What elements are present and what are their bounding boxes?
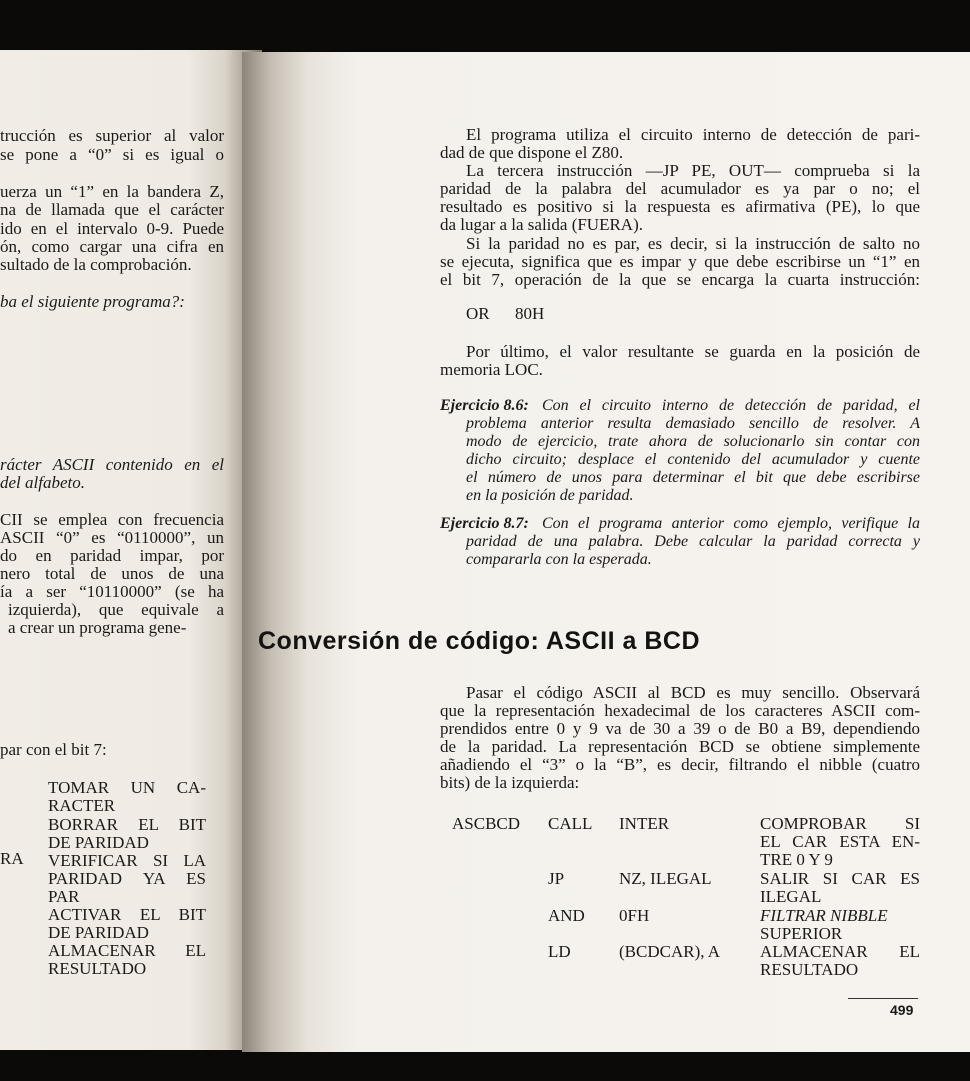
program-comment: RESULTADO bbox=[48, 959, 147, 978]
left-text-line: nero total de unos de una bbox=[0, 564, 224, 583]
code-op: LD bbox=[548, 942, 571, 961]
code-comment: ILEGAL bbox=[760, 887, 822, 906]
code-arg: 0FH bbox=[619, 906, 650, 925]
left-text-line: se pone a “0” si es igual o bbox=[0, 145, 224, 164]
left-text-line: a crear un programa gene- bbox=[8, 618, 187, 637]
code-comment: ALMACENAR EL bbox=[760, 942, 920, 961]
body-text-line: memoria LOC. bbox=[440, 360, 543, 379]
program-comment: DE PARIDAD bbox=[48, 923, 149, 942]
exercise-text-line: paridad de una palabra. Debe calcular la paridad correcta y bbox=[466, 533, 920, 550]
exercise-text-line: el número de unos para determinar el bit que debe escribirse bbox=[466, 469, 920, 486]
code-arg: INTER bbox=[619, 814, 670, 833]
instruction-op: OR bbox=[466, 304, 490, 323]
section-heading: Conversión de código: ASCII a BCD bbox=[258, 627, 701, 655]
exercise-text-line: modo de ejercicio, trate ahora de solucionarlo sin contar con bbox=[466, 433, 920, 450]
exercise-label: Ejercicio 8.7: bbox=[440, 515, 529, 532]
code-comment: COMPROBAR SI bbox=[760, 814, 920, 833]
code-op: AND bbox=[548, 906, 585, 925]
code-op: CALL bbox=[548, 814, 593, 833]
exercise-text-line: compararla con la esperada. bbox=[466, 551, 652, 568]
code-op: JP bbox=[548, 869, 565, 888]
program-comment: PAR bbox=[48, 887, 80, 906]
program-comment: VERIFICAR SI LA bbox=[48, 851, 206, 870]
code-label: ASCBCD bbox=[452, 814, 521, 833]
body-text-line: el bit 7, operación de la que se encarga la cuarta instrucción: bbox=[440, 270, 920, 289]
body-text-line: se ejecuta, significa que es impar y que debe escribirse un “1” en bbox=[440, 252, 920, 271]
program-comment: PARIDAD YA ES bbox=[48, 869, 206, 888]
exercise-text-line: Con el circuito interno de detección de paridad, el bbox=[542, 397, 920, 414]
body-text-line: resultado es positivo si la respuesta es afirmativa (PE), lo que bbox=[440, 197, 920, 216]
exercise-text-line: dicho circuito; desplace el contenido del acumulador y cuente bbox=[466, 451, 920, 468]
right-page bbox=[242, 52, 970, 1052]
exercise-text-line: Con el programa anterior como ejemplo, verifique la bbox=[542, 515, 920, 532]
left-text-line: rácter ASCII contenido en el bbox=[0, 455, 224, 474]
program-label: RA bbox=[0, 849, 24, 868]
left-text-line: trucción es superior al valor bbox=[0, 126, 224, 145]
body-text-line: prendidos entre 0 y 9 va de 30 a 39 o de B0 a B9, dependiendo bbox=[440, 719, 920, 738]
program-comment: DE PARIDAD bbox=[48, 833, 149, 852]
code-comment: RESULTADO bbox=[760, 960, 859, 979]
code-comment: EL CAR ESTA EN- bbox=[760, 832, 920, 851]
page-number: 499 bbox=[890, 1002, 914, 1018]
code-comment: TRE 0 Y 9 bbox=[760, 850, 833, 869]
body-text-line: La tercera instrucción —JP PE, OUT— comprueba si la bbox=[466, 161, 920, 180]
left-text-line: sultado de la comprobación. bbox=[0, 255, 192, 274]
code-arg: NZ, ILEGAL bbox=[619, 869, 712, 888]
left-text-line: del alfabeto. bbox=[0, 473, 85, 492]
exercise-text-line: problema anterior resulta demasiado sencillo de resolver. A bbox=[466, 415, 920, 432]
code-arg: (BCDCAR), A bbox=[619, 942, 721, 961]
left-text-line: ía a ser “10110000” (se ha bbox=[0, 582, 224, 601]
program-comment: BORRAR EL BIT bbox=[48, 815, 206, 834]
program-comment: ACTIVAR EL BIT bbox=[48, 905, 206, 924]
program-comment: TOMAR UN CA- bbox=[48, 778, 206, 797]
page-number-rule bbox=[848, 998, 918, 999]
exercise-label: Ejercicio 8.6: bbox=[440, 397, 529, 414]
left-text-line: ASCII “0” es “0110000”, un bbox=[0, 528, 224, 547]
left-page bbox=[0, 50, 262, 1050]
left-text-line: CII se emplea con frecuencia bbox=[0, 510, 224, 529]
body-text-line: añadiendo el “3” o la “B”, es decir, filtrando el nibble (cuatro bbox=[440, 755, 920, 774]
left-text-line: ido en el intervalo 0-9. Puede bbox=[0, 219, 224, 238]
body-text-line: da lugar a la salida (FUERA). bbox=[440, 215, 643, 234]
instruction-arg: 80H bbox=[515, 304, 545, 323]
body-text-line: bits) de la izquierda: bbox=[440, 773, 580, 792]
left-text-line: ba el siguiente programa?: bbox=[0, 292, 185, 311]
code-comment: SUPERIOR bbox=[760, 924, 843, 943]
left-text-line: ón, como cargar una cifra en bbox=[0, 237, 224, 256]
program-comment: RACTER bbox=[48, 796, 116, 815]
code-comment: SALIR SI CAR ES bbox=[760, 869, 920, 888]
left-text-line: izquierda), que equivale a bbox=[8, 600, 224, 619]
body-text-line: de la paridad. La representación BCD se obtiene simplemente bbox=[440, 737, 920, 756]
exercise-text-line: en la posición de paridad. bbox=[466, 487, 634, 504]
body-text-line: paridad de la palabra del acumulador es ya par o no; el bbox=[440, 179, 920, 198]
left-text-line: par con el bit 7: bbox=[0, 740, 107, 759]
left-text-line: uerza un “1” en la bandera Z, bbox=[0, 182, 224, 201]
program-comment: ALMACENAR EL bbox=[48, 941, 206, 960]
left-text-line: na de llamada que el carácter bbox=[0, 200, 224, 219]
body-text-line: El programa utiliza el circuito interno de detección de pari- bbox=[466, 125, 920, 144]
body-text-line: Pasar el código ASCII al BCD es muy sencillo. Observará bbox=[466, 683, 920, 702]
body-text-line: dad de que dispone el Z80. bbox=[440, 143, 624, 162]
body-text-line: Si la paridad no es par, es decir, si la instrucción de salto no bbox=[466, 234, 920, 253]
body-text-line: Por último, el valor resultante se guarda en la posición de bbox=[466, 342, 920, 361]
left-text-line: do en paridad impar, por bbox=[0, 546, 224, 565]
body-text-line: que la representación hexadecimal de los caracteres ASCII com- bbox=[440, 701, 920, 720]
code-comment: FILTRAR NIBBLE bbox=[760, 906, 888, 925]
